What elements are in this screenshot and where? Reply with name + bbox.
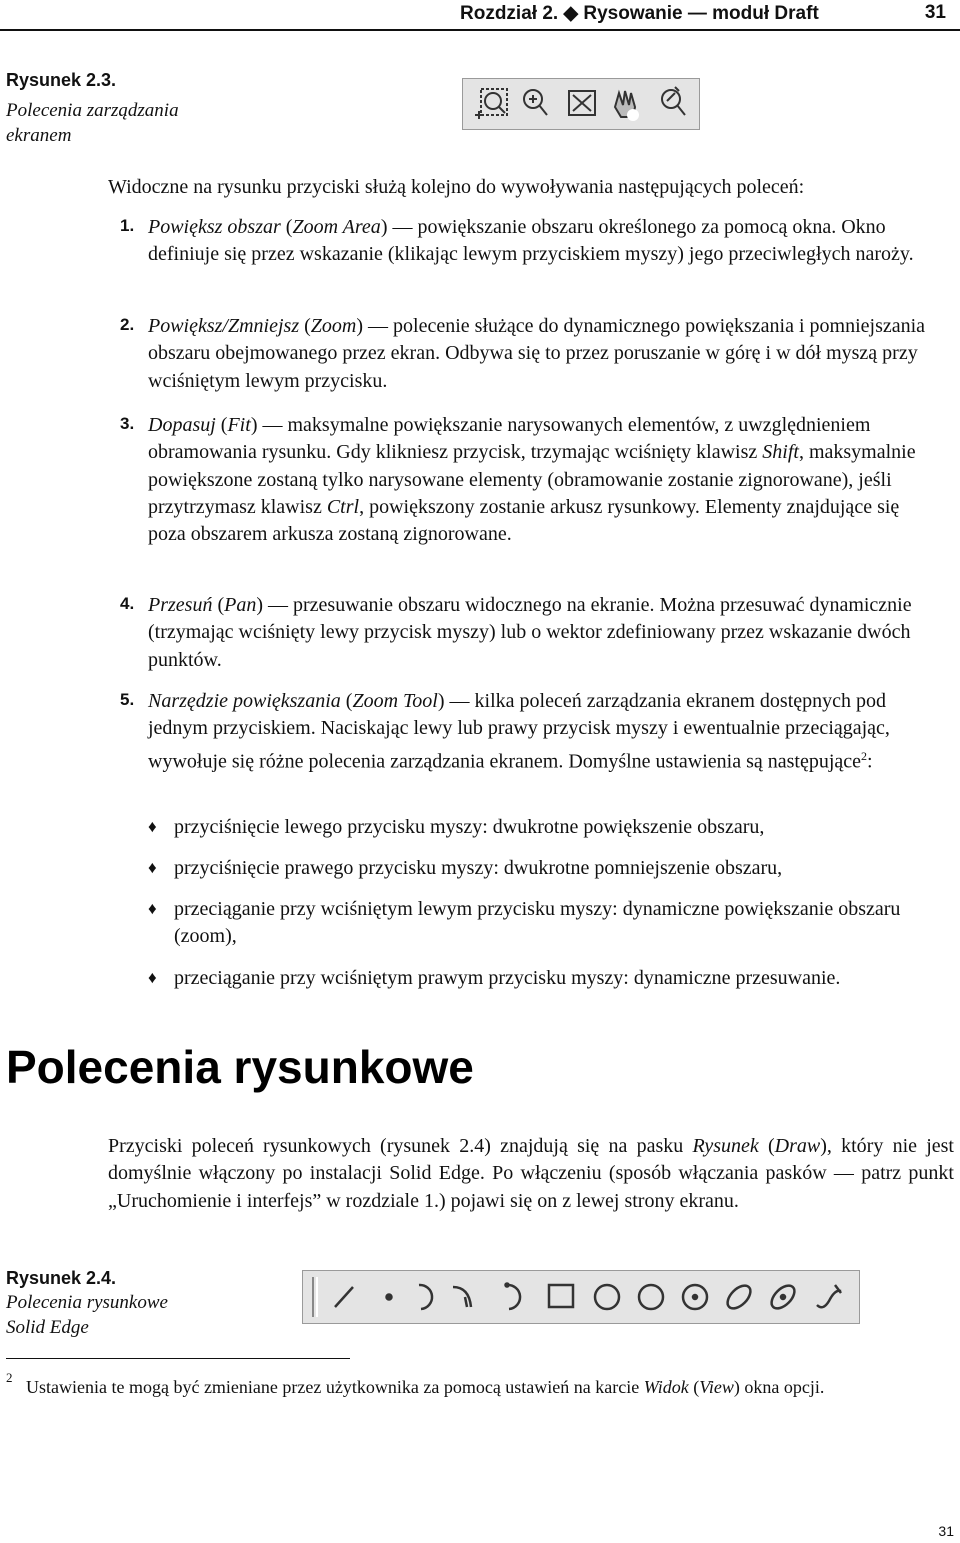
tangent-arc-icon[interactable] bbox=[453, 1287, 471, 1307]
circle-icon[interactable] bbox=[595, 1285, 619, 1309]
arc-icon[interactable] bbox=[419, 1285, 432, 1309]
item-number: 4. bbox=[120, 594, 135, 613]
list-item bbox=[120, 214, 930, 296]
bullet-text: przyciśnięcie prawego przycisku myszy: dwukrotne pomniejszenie obszaru, bbox=[174, 857, 783, 879]
ellipse-icon[interactable] bbox=[723, 1281, 754, 1312]
figure-2-4-caption: Polecenia rysunkowe Solid Edge bbox=[6, 1292, 168, 1338]
bullet-text: przeciąganie przy wciśniętym prawym przycisku myszy: dynamiczne przesuwanie. bbox=[174, 967, 841, 989]
header-rule bbox=[0, 29, 960, 31]
zoom-icon[interactable] bbox=[524, 90, 547, 115]
ellipse-3pt-icon[interactable] bbox=[767, 1281, 798, 1312]
fit-icon[interactable] bbox=[569, 91, 595, 115]
item-text: Przesuń (Pan) — przesuwanie obszaru widocznego na ekranie. Można przesuwać dynamicznie (trzymając wciśnięty lewy przycisk myszy) lub o wektor zdefiniowany przez wskazanie dwóch punktów. bbox=[148, 594, 912, 671]
bullet-text: przeciąganie przy wciśniętym lewym przycisku myszy: dynamiczne powiększanie obszaru (zoom), bbox=[174, 898, 901, 948]
zoom-area-icon[interactable] bbox=[475, 89, 507, 119]
item-text: Powiększ/Zmniejsz (Zoom) — polecenie służące do dynamicznego powiększania i pomniejszania obszaru obejmowanego przez ekran. Odbywa się to przez poruszanie w górę i w dół myszą przy wciśniętym lewym przycisku. bbox=[148, 315, 926, 392]
section-paragraph: Przyciski poleceń rysunkowych (rysunek 2.4) znajdują się na pasku Rysunek (Draw), który nie jest domyślnie włączony po instalacji Solid Edge. Po włączeniu (sposób włączania pasków — patrz punkt „Uruchomienie i interfejs” w rozdziale 1.) pojawi się on z lewej strony ekranu. bbox=[108, 1135, 954, 1212]
list-item bbox=[120, 688, 930, 798]
footnote-mark: 2 bbox=[6, 1370, 13, 1385]
screen-commands-toolbar bbox=[462, 78, 700, 130]
footer-page-number: 31 bbox=[938, 1523, 954, 1539]
figure-2-4-number: Rysunek 2.4. bbox=[6, 1268, 117, 1288]
bullet-marker: ♦ bbox=[148, 899, 157, 918]
list-item bbox=[120, 412, 930, 576]
arc-3pt-icon[interactable] bbox=[506, 1284, 521, 1310]
rectangle-icon[interactable] bbox=[549, 1285, 573, 1307]
figure-2-3-number: Rysunek 2.3. bbox=[6, 70, 117, 90]
header-page-number: 31 bbox=[924, 2, 946, 23]
footnote-rule bbox=[6, 1358, 350, 1359]
line-icon[interactable] bbox=[335, 1287, 353, 1307]
item-text: Dopasuj (Fit) — maksymalne powiększanie narysowanych elementów, z uwzględnieniem obramowania rysunku. Gdy klikniesz przycisk, trzymając wciśnięty klawisz Shift, maksymalnie powiększone zostaną tylko narysowane elementy (obramowanie zostanie zignorowane), jeśli przytrzymasz klawisz Ctrl, powiększony zostanie arkusz rysunkowy. Elementy znajdujące się poza obszarem arkusza zostaną zignorowane. bbox=[148, 414, 916, 546]
footnote-text: Ustawienia te mogą być zmieniane przez użytkownika za pomocą ustawień na karcie Widok (View) okna opcji. bbox=[26, 1377, 825, 1397]
item-text: Powiększ obszar (Zoom Area) — powiększanie obszaru określonego za pomocą okna. Okno definiuje się przez wskazanie (klikając lewym przyciskiem myszy) jego przeciwległych naroży. bbox=[148, 216, 914, 266]
intro-paragraph: Widoczne na rysunku przyciski służą kolejno do wywoływania następujących poleceń: bbox=[108, 176, 805, 198]
running-header bbox=[460, 2, 952, 26]
curve-icon[interactable] bbox=[817, 1285, 841, 1307]
list-item bbox=[120, 592, 930, 674]
bullet-marker: ♦ bbox=[148, 968, 157, 987]
bullet-text: przyciśnięcie lewego przycisku myszy: dwukrotne powiększenie obszaru, bbox=[174, 816, 765, 838]
item-number: 1. bbox=[120, 216, 135, 235]
zoom-tool-icon[interactable] bbox=[662, 87, 685, 115]
list-item bbox=[120, 313, 930, 395]
circle-3pt-icon[interactable] bbox=[639, 1285, 663, 1309]
running-title: Rozdział 2. ◆ Rysowanie — moduł Draft bbox=[460, 3, 819, 24]
bullet-marker: ♦ bbox=[148, 858, 157, 877]
point-icon[interactable] bbox=[387, 1295, 392, 1300]
item-number: 3. bbox=[120, 414, 135, 433]
circle-center-icon[interactable] bbox=[683, 1285, 707, 1309]
bullet-marker: ♦ bbox=[148, 817, 157, 836]
item-number: 2. bbox=[120, 315, 135, 334]
item-text: Narzędzie powiększania (Zoom Tool) — kilka poleceń zarządzania ekranem dostępnych pod jednym przyciskiem. Naciskając lewy lub prawy przycisk myszy i ewentualnie przeciągając, wywołuje się różne polecenia zarządzania ekranem. Domyślne ustawienia są następujące$^2$: bbox=[148, 690, 890, 773]
item-number: 5. bbox=[120, 690, 135, 709]
draw-toolbar bbox=[302, 1270, 860, 1324]
pan-icon[interactable] bbox=[615, 91, 638, 120]
figure-2-3-caption: Polecenia zarządzania ekranem bbox=[6, 100, 179, 146]
section-heading: Polecenia rysunkowe bbox=[6, 1041, 474, 1093]
